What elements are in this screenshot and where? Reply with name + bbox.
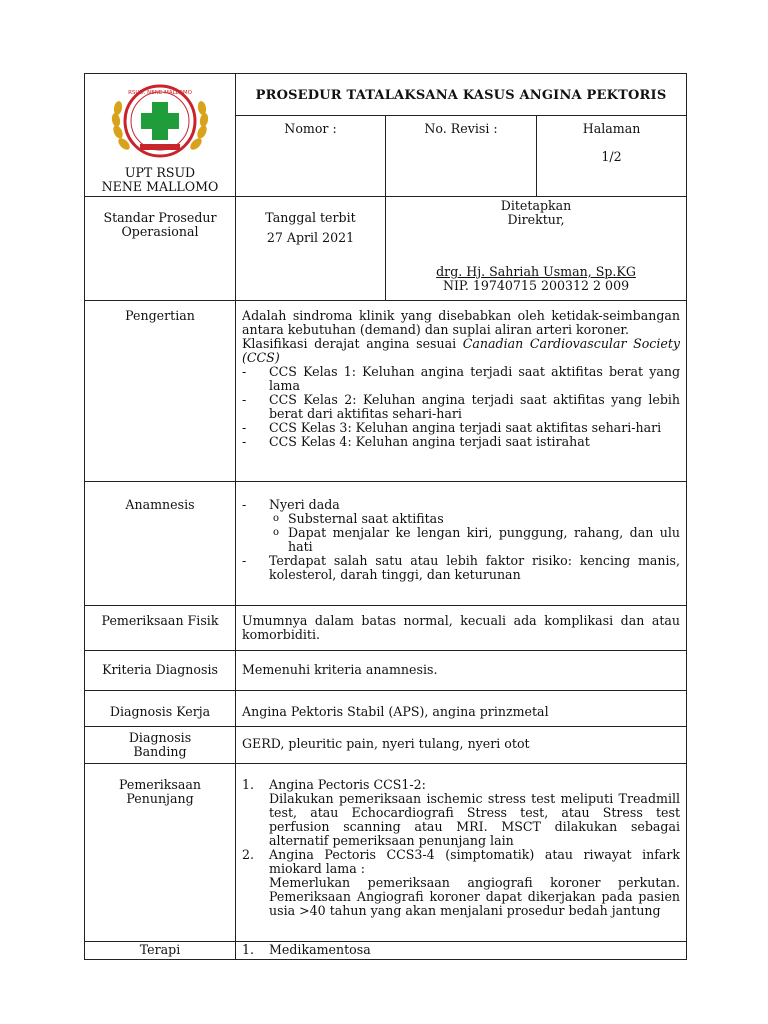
- revisi-cell: [386, 116, 537, 197]
- diagnosis-banding-label-cell: [85, 727, 236, 764]
- halaman-cell: [537, 116, 687, 197]
- pengertian-definition: Adalah sindroma klinik yang disebabkan oleh ketidak-seimbangan antara kebutuhan (demand) dan suplai aliran arteri koroner.: [242, 308, 681, 337]
- sub-list-item: o Dapat menjalar ke lengan kiri, punggung, rahang, dan ulu hati: [273, 525, 681, 554]
- list-item: - CCS Kelas 4: Keluhan angina terjadi saat istirahat: [242, 434, 590, 449]
- terapi-content: [236, 942, 687, 960]
- list-item: - Nyeri dada: [242, 497, 340, 512]
- sop-label-cell: [85, 197, 236, 301]
- pemeriksaan-fisik-content: Umumnya dalam batas normal, kecuali ada komplikasi dan atau komorbiditi.: [236, 606, 687, 651]
- hospital-name-line1: UPT RSUD: [124, 165, 196, 180]
- pengertian-content: [236, 301, 687, 482]
- anamnesis-label: Anamnesis: [85, 482, 236, 606]
- kriteria-diagnosis-content: Memenuhi kriteria anamnesis.: [236, 651, 687, 691]
- tanggal-terbit-cell: [236, 197, 386, 301]
- hospital-logo: [106, 82, 214, 160]
- tanggal-terbit-label: Tanggal terbit: [265, 210, 356, 225]
- halaman-label: Halaman: [582, 121, 641, 136]
- sop-table: [84, 73, 687, 960]
- pemeriksaan-penunjang-label-cell: [85, 764, 236, 942]
- list-item: 1. Medikamentosa: [242, 942, 371, 957]
- ditetapkan-label: Ditetapkan: [500, 198, 572, 213]
- document-title: PROSEDUR TATALAKSANA KASUS ANGINA PEKTORIS: [236, 74, 687, 116]
- ccs-reference: Canadian Cardiovascular Society (CCS): [242, 336, 681, 365]
- list-item: - CCS Kelas 3: Keluhan angina terjadi saat aktifitas sehari-hari: [242, 420, 662, 435]
- nomor-cell: [236, 116, 386, 197]
- sop-document: [84, 73, 686, 960]
- sop-label-line1: Standar Prosedur: [103, 210, 217, 225]
- kriteria-diagnosis-label: Kriteria Diagnosis: [85, 651, 236, 691]
- pemeriksaan-penunjang-label-line2: Penunjang: [126, 791, 194, 806]
- ditetapkan-cell: [386, 197, 687, 301]
- pengertian-classification: Klasifikasi derajat angina sesuai Canadian Cardiovascular Society (CCS): [242, 336, 681, 365]
- signer-nip: NIP. 19740715 200312 2 009: [442, 278, 630, 293]
- diagnosis-banding-content: GERD, pleuritic pain, nyeri tulang, nyeri otot: [236, 727, 687, 764]
- terapi-label: Terapi: [85, 942, 236, 960]
- sub-list-item: o Substernal saat aktifitas: [273, 511, 444, 526]
- pemeriksaan-penunjang-label-line1: Pemeriksaan: [118, 777, 202, 792]
- list-item: 1. Angina Pectoris CCS1-2: Dilakukan pemeriksaan ischemic stress test meliputi Treadmill test, atau Echocardiografi Stress test, atau Stress test perfusion scanning atau MRI. MSCT dilakukan sebagai alternatif pemeriksaan penunjang lain: [242, 777, 681, 848]
- logo-text: RSUD. NENE MALLOMO: [128, 90, 192, 96]
- pemeriksaan-penunjang-content: [236, 764, 687, 942]
- pengertian-label: Pengertian: [85, 301, 236, 482]
- diagnosis-banding-label-line2: Banding: [133, 744, 187, 759]
- nomor-label: Nomor :: [284, 121, 337, 136]
- halaman-value: 1/2: [601, 149, 622, 164]
- diagnosis-banding-label-line1: Diagnosis: [128, 730, 192, 745]
- direktur-label: Direktur,: [507, 212, 565, 227]
- list-item: - CCS Kelas 2: Keluhan angina terjadi saat aktifitas yang lebih berat dari aktifitas sehari-hari: [242, 392, 681, 421]
- signer-name: drg. Hj. Sahriah Usman, Sp.KG: [436, 264, 636, 279]
- hospital-name-line2: NENE MALLOMO: [101, 179, 219, 194]
- list-item: - Terdapat salah satu atau lebih faktor risiko: kencing manis, kolesterol, darah tinggi, dan keturunan: [242, 553, 681, 582]
- pemeriksaan-fisik-label: Pemeriksaan Fisik: [85, 606, 236, 651]
- list-item: - CCS Kelas 1: Keluhan angina terjadi saat aktifitas berat yang lama: [242, 364, 681, 393]
- sop-label-line2: Operasional: [121, 224, 199, 239]
- tanggal-terbit-value: 27 April 2021: [266, 230, 355, 245]
- diagnosis-kerja-label: Diagnosis Kerja: [85, 691, 236, 727]
- anamnesis-content: [236, 482, 687, 606]
- revisi-label: No. Revisi :: [424, 121, 498, 136]
- list-item: 2. Angina Pectoris CCS3-4 (simptomatik) atau riwayat infark miokard lama : Memerlukan pemeriksaan angiografi koroner perkutan. Pemeriksaan Angiografi koroner dapat dikerjakan pada pasien usia >40 tahun yang akan menjalani prosedur bedah jantung: [242, 847, 681, 918]
- diagnosis-kerja-content: Angina Pektoris Stabil (APS), angina prinzmetal: [236, 691, 687, 727]
- hospital-identity-cell: [85, 74, 236, 197]
